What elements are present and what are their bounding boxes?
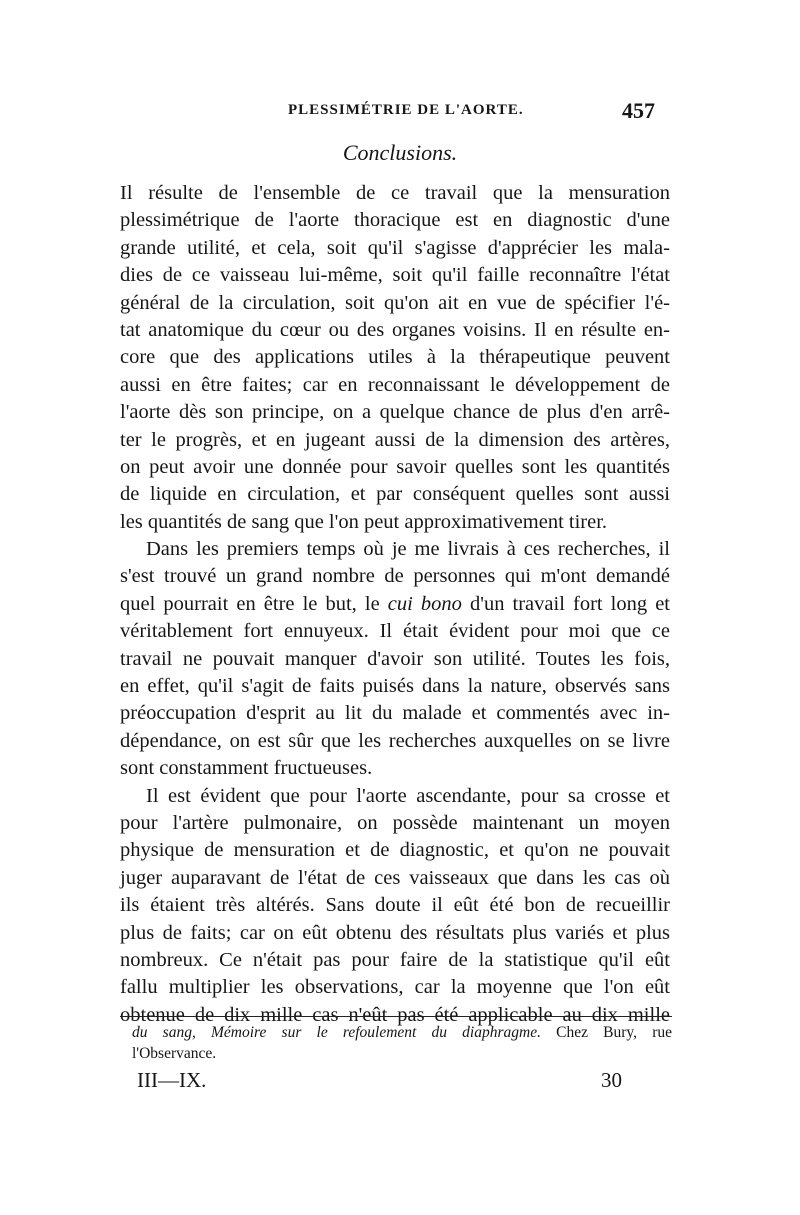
text-line: ils étaient très altérés. Sans doute il eût été bon de recueillir — [120, 894, 670, 917]
text-line: en effet, qu'il s'agit de faits puisés dans la nature, observés sans — [120, 675, 670, 698]
footnote-line: l'Observance. — [132, 1045, 217, 1062]
text-line: général de la circulation, soit qu'on ait en vue de spécifier l'é- — [120, 291, 670, 314]
signature-number: 30 — [601, 1068, 622, 1092]
text-line: s'est trouvé un grand nombre de personnes qui m'ont demandé — [120, 565, 670, 588]
text-line: véritablement fort ennuyeux. Il était évident pour moi que ce — [120, 620, 670, 643]
text-line: fallu multiplier les observations, car la moyenne que l'on eût — [120, 976, 670, 999]
text-line: préoccupation d'esprit au lit du malade et commentés avec in- — [120, 702, 670, 725]
text-line: tat anatomique du cœur ou des organes voisins. Il en résulte en- — [120, 318, 670, 341]
text-line: plus de faits; car on eût obtenu des résultats plus variés et plus — [120, 921, 670, 944]
text-line: grande utilité, et cela, soit qu'il s'agisse d'apprécier les mala- — [120, 236, 670, 259]
running-title: PLESSIMÉTRIE DE L'AORTE. — [288, 102, 524, 118]
text-line: physique de mensuration et de diagnostic, et qu'on ne pouvait — [120, 839, 670, 862]
footnote-rule — [120, 1016, 672, 1017]
running-head — [120, 98, 655, 128]
footnote-text: Chez Bury, rue — [540, 1024, 673, 1041]
text-line: aussi en être faites; car en reconnaissant le développement de — [120, 373, 670, 396]
text-line: Il est évident que pour l'aorte ascendante, pour sa crosse et — [146, 784, 670, 807]
section-title: Conclusions. — [342, 140, 458, 165]
text-line: travail ne pouvait manquer d'avoir son utilité. Toutes les fois, — [120, 647, 670, 670]
text-line: de liquide en circulation, et par conséquent quelles sont aussi — [120, 483, 670, 506]
footnote-italic: du sang, Mémoire sur le refoulement du diaphragme. — [132, 1024, 541, 1041]
text-line: nombreux. Ce n'était pas pour faire de la statistique qu'il eût — [120, 948, 670, 971]
text-line: obtenue de dix mille cas n'eût pas été applicable au dix mille — [120, 1003, 670, 1026]
text-line: on peut avoir une donnée pour savoir quelles sont les quantités — [120, 455, 670, 478]
text-line: juger auparavant de l'état de ces vaisseaux que dans les cas où — [120, 866, 670, 889]
text-line: Il résulte de l'ensemble de ce travail que la mensuration — [120, 182, 670, 204]
text-line: dies de ce vaisseau lui-même, soit qu'il faille reconnaître l'état — [120, 264, 670, 287]
signature-mark: III—IX. — [137, 1068, 207, 1092]
text-line: Dans les premiers temps où je me livrais à ces recherches, il — [146, 538, 670, 561]
footnote — [132, 1022, 672, 1064]
italic-phrase: cui bono — [387, 592, 462, 615]
text-line: core que des applications utiles à la thérapeutique peuvent — [120, 346, 670, 369]
text-line: l'aorte dès son principe, on a quelque chance de plus d'en arrê- — [120, 401, 670, 424]
footnote-line — [132, 1022, 672, 1043]
text-line: les quantités de sang que l'on peut approximativement tirer. — [120, 510, 608, 533]
text-line: plessimétrique de l'aorte thoracique est en diagnostic d'une — [120, 209, 670, 232]
page-number: 457 — [622, 98, 655, 123]
text-fragment: d'un travail fort long et — [461, 592, 670, 615]
text-line: sont constamment fructueuses. — [120, 757, 373, 780]
text-line-mixed — [120, 591, 670, 618]
text-line: dépendance, on est sûr que les recherches auxquelles on se livre — [120, 729, 670, 752]
signature-line — [132, 1068, 622, 1098]
text-line: ter le progrès, et en jugeant aussi de la dimension des artères, — [120, 428, 670, 451]
body-text — [120, 180, 670, 1029]
text-line: pour l'artère pulmonaire, on possède maintenant un moyen — [120, 811, 670, 834]
text-fragment: quel pourrait en être le but, le — [120, 592, 388, 615]
